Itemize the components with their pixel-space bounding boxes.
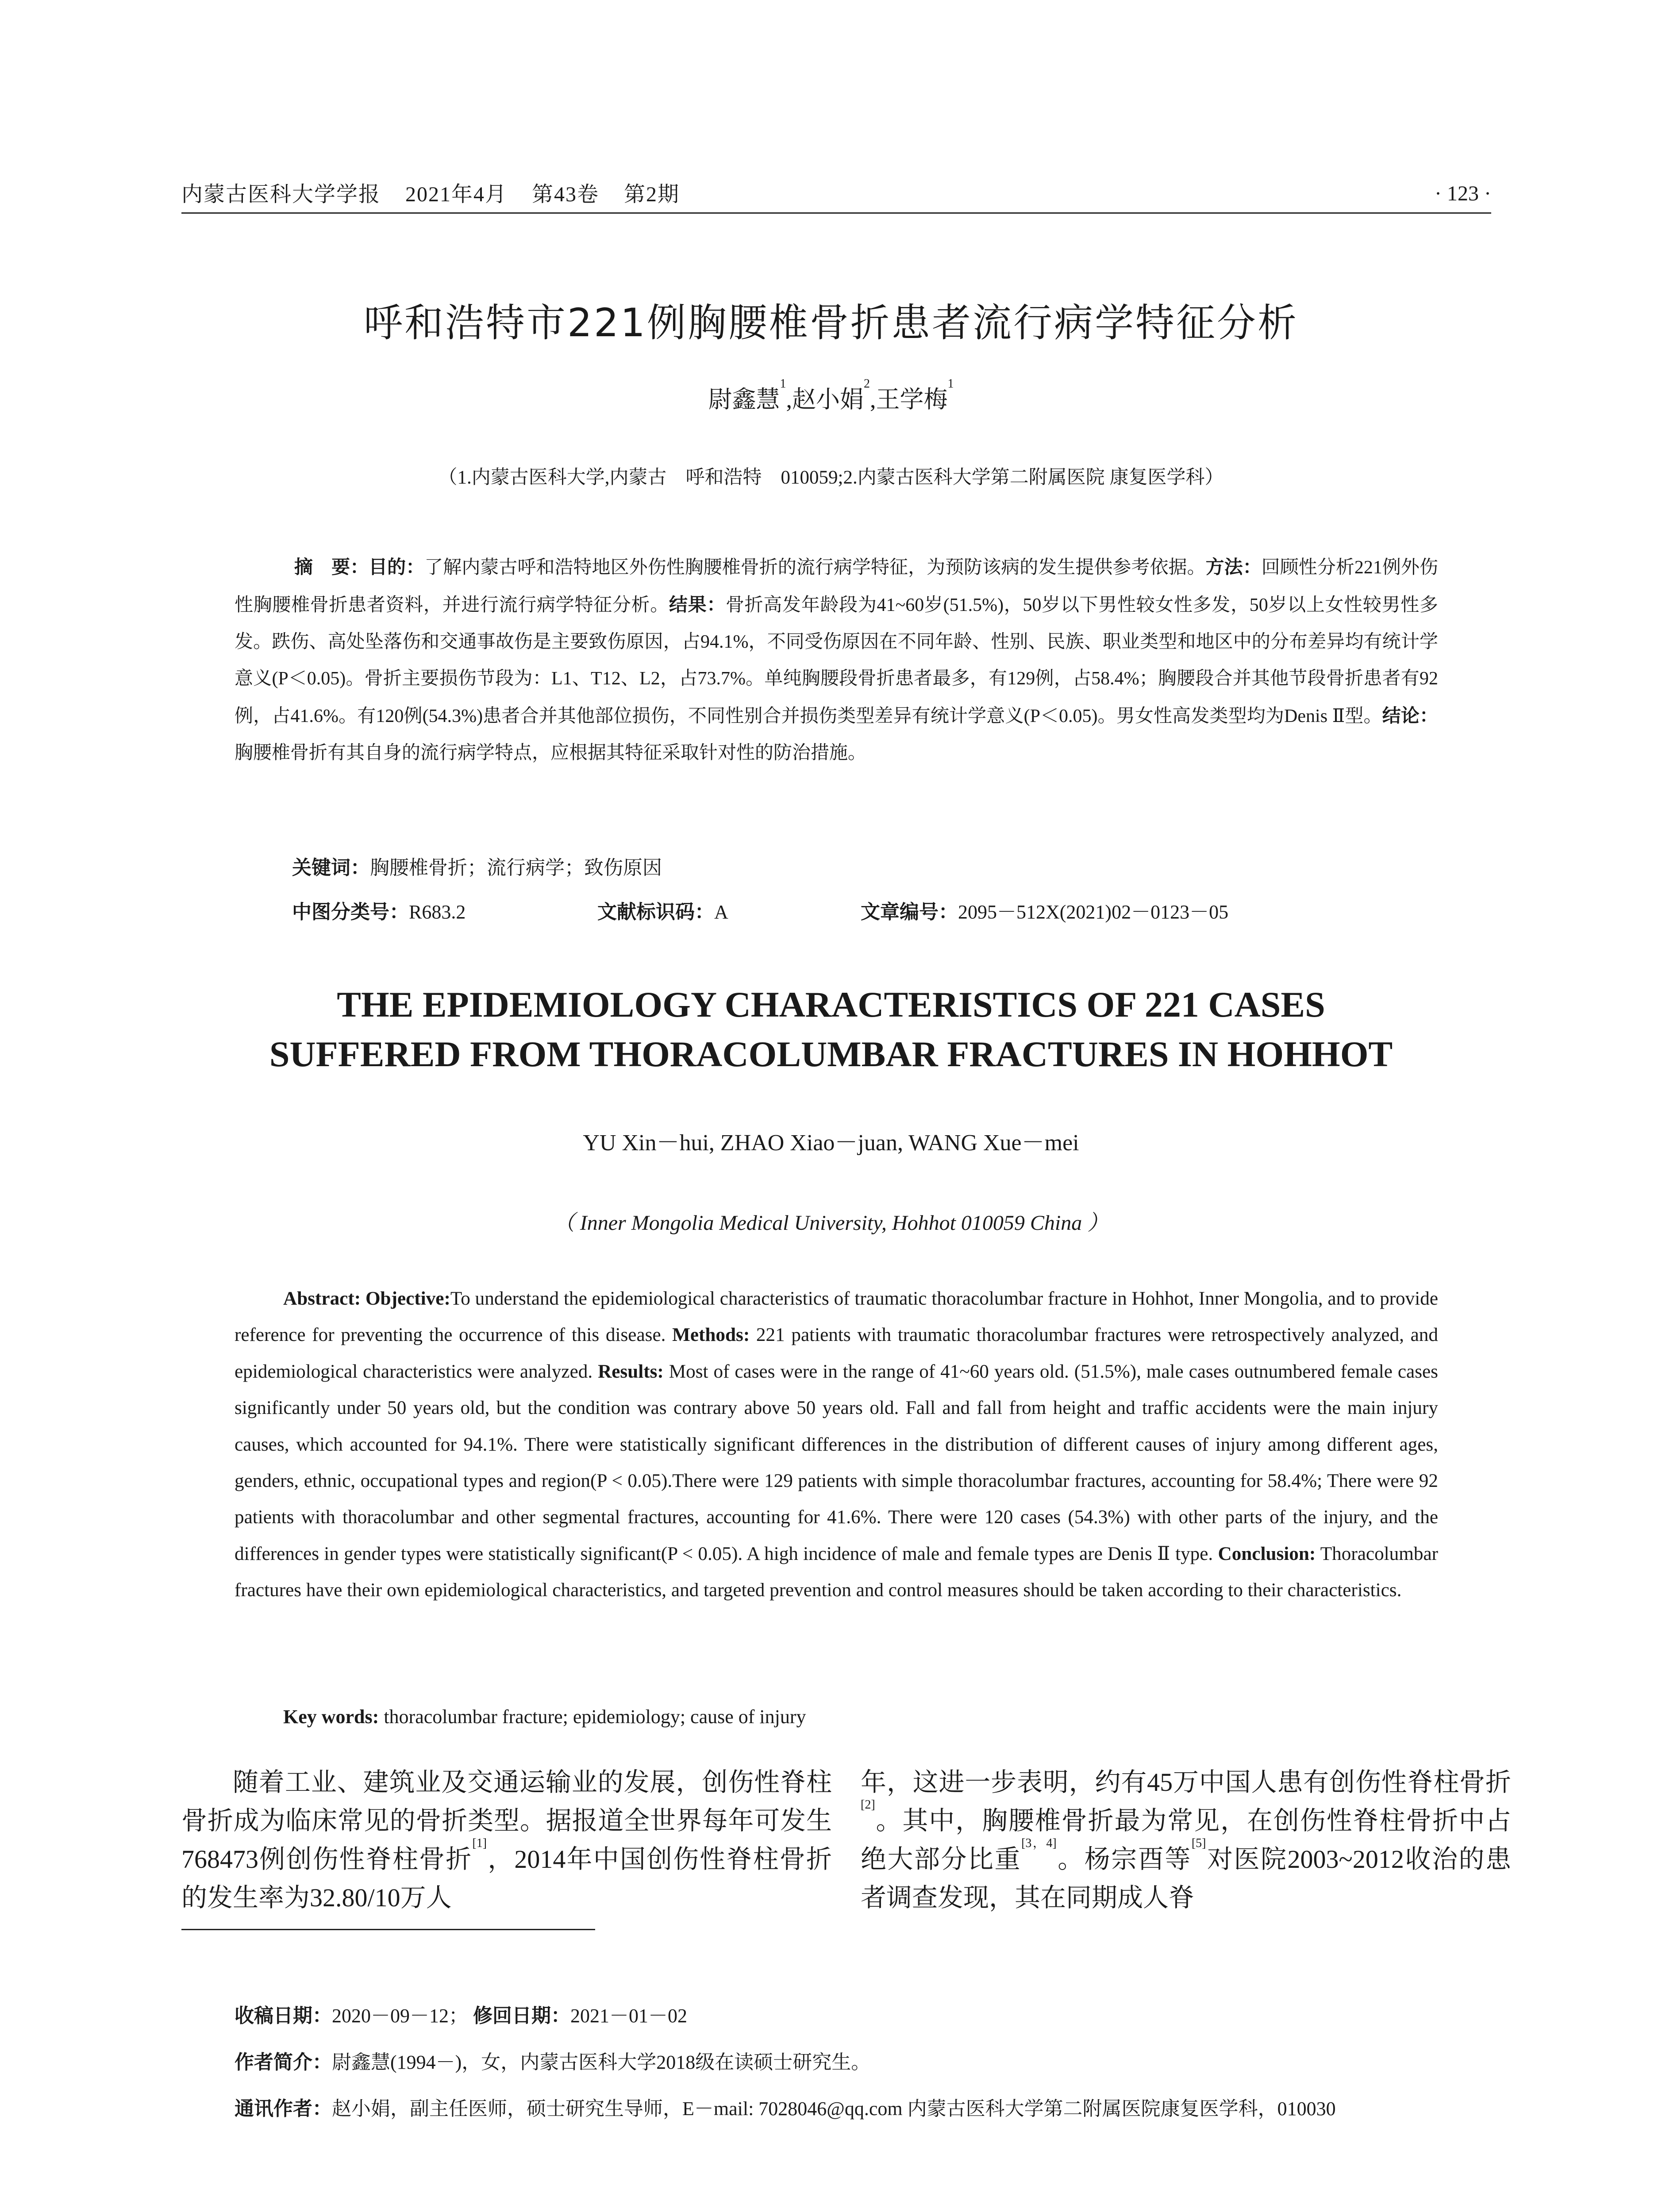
conclusion-label: 结论： — [1382, 705, 1438, 726]
corresponding-label: 通讯作者： — [235, 2097, 332, 2120]
results-text: 骨折高发年龄段为41~60岁(51.5%)，50岁以下男性较女性多发，50岁以上女性较男性多发。跌伤、高处坠落伤和交通事故伤是主要致伤原因，占94.1%，不同受伤原因在不同年龄、性别、民族、职业类型和地区中的分布差异均有统计学意义(P＜0.05)。骨折主要损伤节段为：L1、T12、L2，占73.7%。单纯胸腰段骨折患者最多，有129例，占58.4%；胸腰段合并其他节段骨折患者有92例，占41.6%。有120例(54.3%)患者合并其他部位损伤，不同性别合并损伤类型差异有统计学意义(P＜0.05)。男女性高发类型均为Denis Ⅱ型。 — [235, 595, 1438, 726]
author-affil-mark: 1 — [780, 377, 786, 391]
article-value: 2095－512X(2021)02－0123－05 — [958, 901, 1229, 923]
doc-label: 文献标识码： — [597, 901, 714, 923]
author-name: 尉鑫慧 — [708, 386, 780, 413]
methods-label: Methods: — [672, 1325, 750, 1346]
english-title — [0, 980, 1662, 1079]
english-keywords — [283, 1705, 806, 1728]
author-bio-text: 尉鑫慧(1994－)，女，内蒙古医科大学2018级在读硕士研究生。 — [332, 2051, 871, 2073]
page-header — [181, 177, 1491, 214]
methods-label: 方法： — [1205, 556, 1262, 578]
footnote-divider — [181, 1929, 595, 1930]
keywords-label: Key words: — [283, 1706, 379, 1728]
english-title-line: THE EPIDEMIOLOGY CHARACTERISTICS OF 221 CASES — [337, 984, 1325, 1025]
author-list: 尉鑫慧$^1$,赵小娟$^2$,王学梅$^1$ — [708, 377, 954, 413]
english-affiliation: （ Inner Mongolia Medical University, Hohhot 010059 China ） — [553, 1211, 1109, 1235]
author-affil-mark: 1 — [947, 377, 954, 391]
objective-text: 了解内蒙古呼和浩特地区外伤性胸腰椎骨折的流行病学特征，为预防该病的发生提供参考依据。 — [424, 557, 1206, 578]
chinese-abstract — [235, 549, 1438, 772]
author-bio-label: 作者简介： — [235, 2051, 332, 2074]
author-name: 赵小娟 — [792, 386, 864, 413]
body-text: 。杨宗酉等 — [1056, 1845, 1192, 1874]
received-dates — [235, 2000, 687, 2028]
corresponding-author — [235, 2093, 1336, 2121]
methods-text: 221 patients with traumatic thoracolumbar fractures were retrospectively analyzed, and epidemiological characteristics were analyzed. — [235, 1325, 1438, 1382]
author-name: 王学梅 — [876, 386, 948, 413]
journal-volume: 第43卷 — [532, 183, 600, 206]
abstract-label: 摘 要： — [294, 556, 369, 578]
conclusion-text: Thoracolumbar fractures have their own epidemiological characteristics, and targeted prevention and control measures should be taken according to their characteristics. — [235, 1543, 1438, 1601]
abstract-label: Abstract: — [283, 1288, 361, 1309]
citation: [3，4] — [1021, 1836, 1057, 1850]
revised-label: 修回日期： — [473, 2005, 570, 2027]
corresponding-text: 赵小娟，副主任医师，硕士研究生导师，E－mail: 7028046@qq.com 内蒙古医科大学第二附属医院康复医学科，010030 — [332, 2098, 1336, 2120]
clc-label: 中图分类号： — [292, 901, 409, 923]
keywords-text: 胸腰椎骨折；流行病学；致伤原因 — [370, 857, 662, 879]
results-label: 结果： — [669, 594, 726, 615]
journal-info — [181, 177, 680, 207]
journal-issue: 第2期 — [624, 183, 680, 206]
body-text: 对医院2003~2012收治的患者调查发现，其在同期成人脊 — [861, 1845, 1511, 1912]
journal-name: 内蒙古医科大学学报 — [181, 183, 381, 206]
keywords-text: thoracolumbar fracture; epidemiology; cause of injury — [384, 1706, 806, 1728]
author-affil-mark: 2 — [864, 377, 870, 391]
body-column-right — [861, 1763, 1511, 1917]
objective-text: To understand the epidemiological characteristics of traumatic thoracolumbar fracture in Hohhot, Inner Mongolia, and to provide reference for preventing the occurrence of this disease. — [235, 1288, 1439, 1346]
chinese-keywords — [292, 852, 662, 880]
clc-number — [292, 896, 466, 924]
objective-label: Objective: — [365, 1288, 450, 1309]
doc-value: A — [714, 901, 728, 923]
results-text: Most of cases were in the range of 41~60 years old. (51.5%), male cases outnumbered female cases significantly under 50 years old, but the condition was contrary above 50 years old. Fall and fall from height and traffic accidents were the main injury causes, which accounted for 94.1%. There were statistically significant differences in the distribution of different causes of injury among different ages, genders, ethnic, occupational types and region(P < 0.05).There were 129 patients with simple thoracolumbar fractures, accounting for 58.4%; There were 92 patients with thoracolumbar and other segmental fractures, accounting for 41.6%. There were 120 cases (54.3%) with other parts of the injury, and the differences in gender types were statistically significant(P < 0.05). A high incidence of male and female types are Denis Ⅱ type. — [235, 1361, 1438, 1564]
author-bio — [235, 2046, 870, 2074]
conclusion-label: Conclusion: — [1218, 1543, 1316, 1564]
body-text: 。其中，胸腰椎骨折最为常见，在创伤性脊柱骨折中占绝大部分比重 — [861, 1806, 1511, 1874]
english-title-line: SUFFERED FROM THORACOLUMBAR FRACTURES IN HOHHOT — [269, 1034, 1393, 1074]
english-abstract — [235, 1281, 1438, 1609]
citation: [5] — [1191, 1836, 1206, 1850]
article-number — [861, 896, 1228, 924]
citation: [1] — [472, 1836, 487, 1850]
affiliation: （1.内蒙古医科大学,内蒙古 呼和浩特 010059;2.内蒙古医科大学第二附属医院 康复医学科） — [438, 467, 1224, 488]
objective-label: 目的： — [369, 556, 425, 578]
citation: [2] — [861, 1798, 875, 1812]
paper-title: 呼和浩特市221例胸腰椎骨折患者流行病学特征分析 — [364, 300, 1298, 346]
conclusion-text: 胸腰椎骨折有其自身的流行病学特点，应根据其特征采取针对性的防治措施。 — [235, 743, 867, 763]
keywords-label: 关键词： — [292, 856, 370, 879]
body-text: 年，这进一步表明，约有45万中国人患有创伤性脊柱骨折 — [861, 1768, 1511, 1797]
body-column-left — [181, 1763, 832, 1917]
clc-value: R683.2 — [409, 901, 466, 923]
revised-value: 2021－01－02 — [570, 2005, 687, 2027]
document-code — [597, 896, 728, 924]
received-value: 2020－09－12； — [332, 2005, 468, 2027]
page-number: · 123 · — [1435, 182, 1491, 205]
body-text: ，2014年中国创伤性脊柱骨折的发生率为32.80/10万人 — [181, 1845, 832, 1912]
received-label: 收稿日期： — [235, 2005, 332, 2027]
article-label: 文章编号： — [861, 901, 958, 923]
methods-text: 回顾性分析221例外伤性胸腰椎骨折患者资料，并进行流行病学特征分析。 — [235, 557, 1438, 615]
body-text: 随着工业、建筑业及交通运输业的发展，创伤性脊柱骨折成为临床常见的骨折类型。据报道全世界每年可发生768473例创伤性脊柱骨折 — [181, 1768, 832, 1874]
journal-date: 2021年4月 — [405, 183, 508, 206]
results-label: Results: — [598, 1361, 664, 1382]
english-authors: YU Xin－hui, ZHAO Xiao－juan, WANG Xue－mei — [583, 1130, 1079, 1156]
